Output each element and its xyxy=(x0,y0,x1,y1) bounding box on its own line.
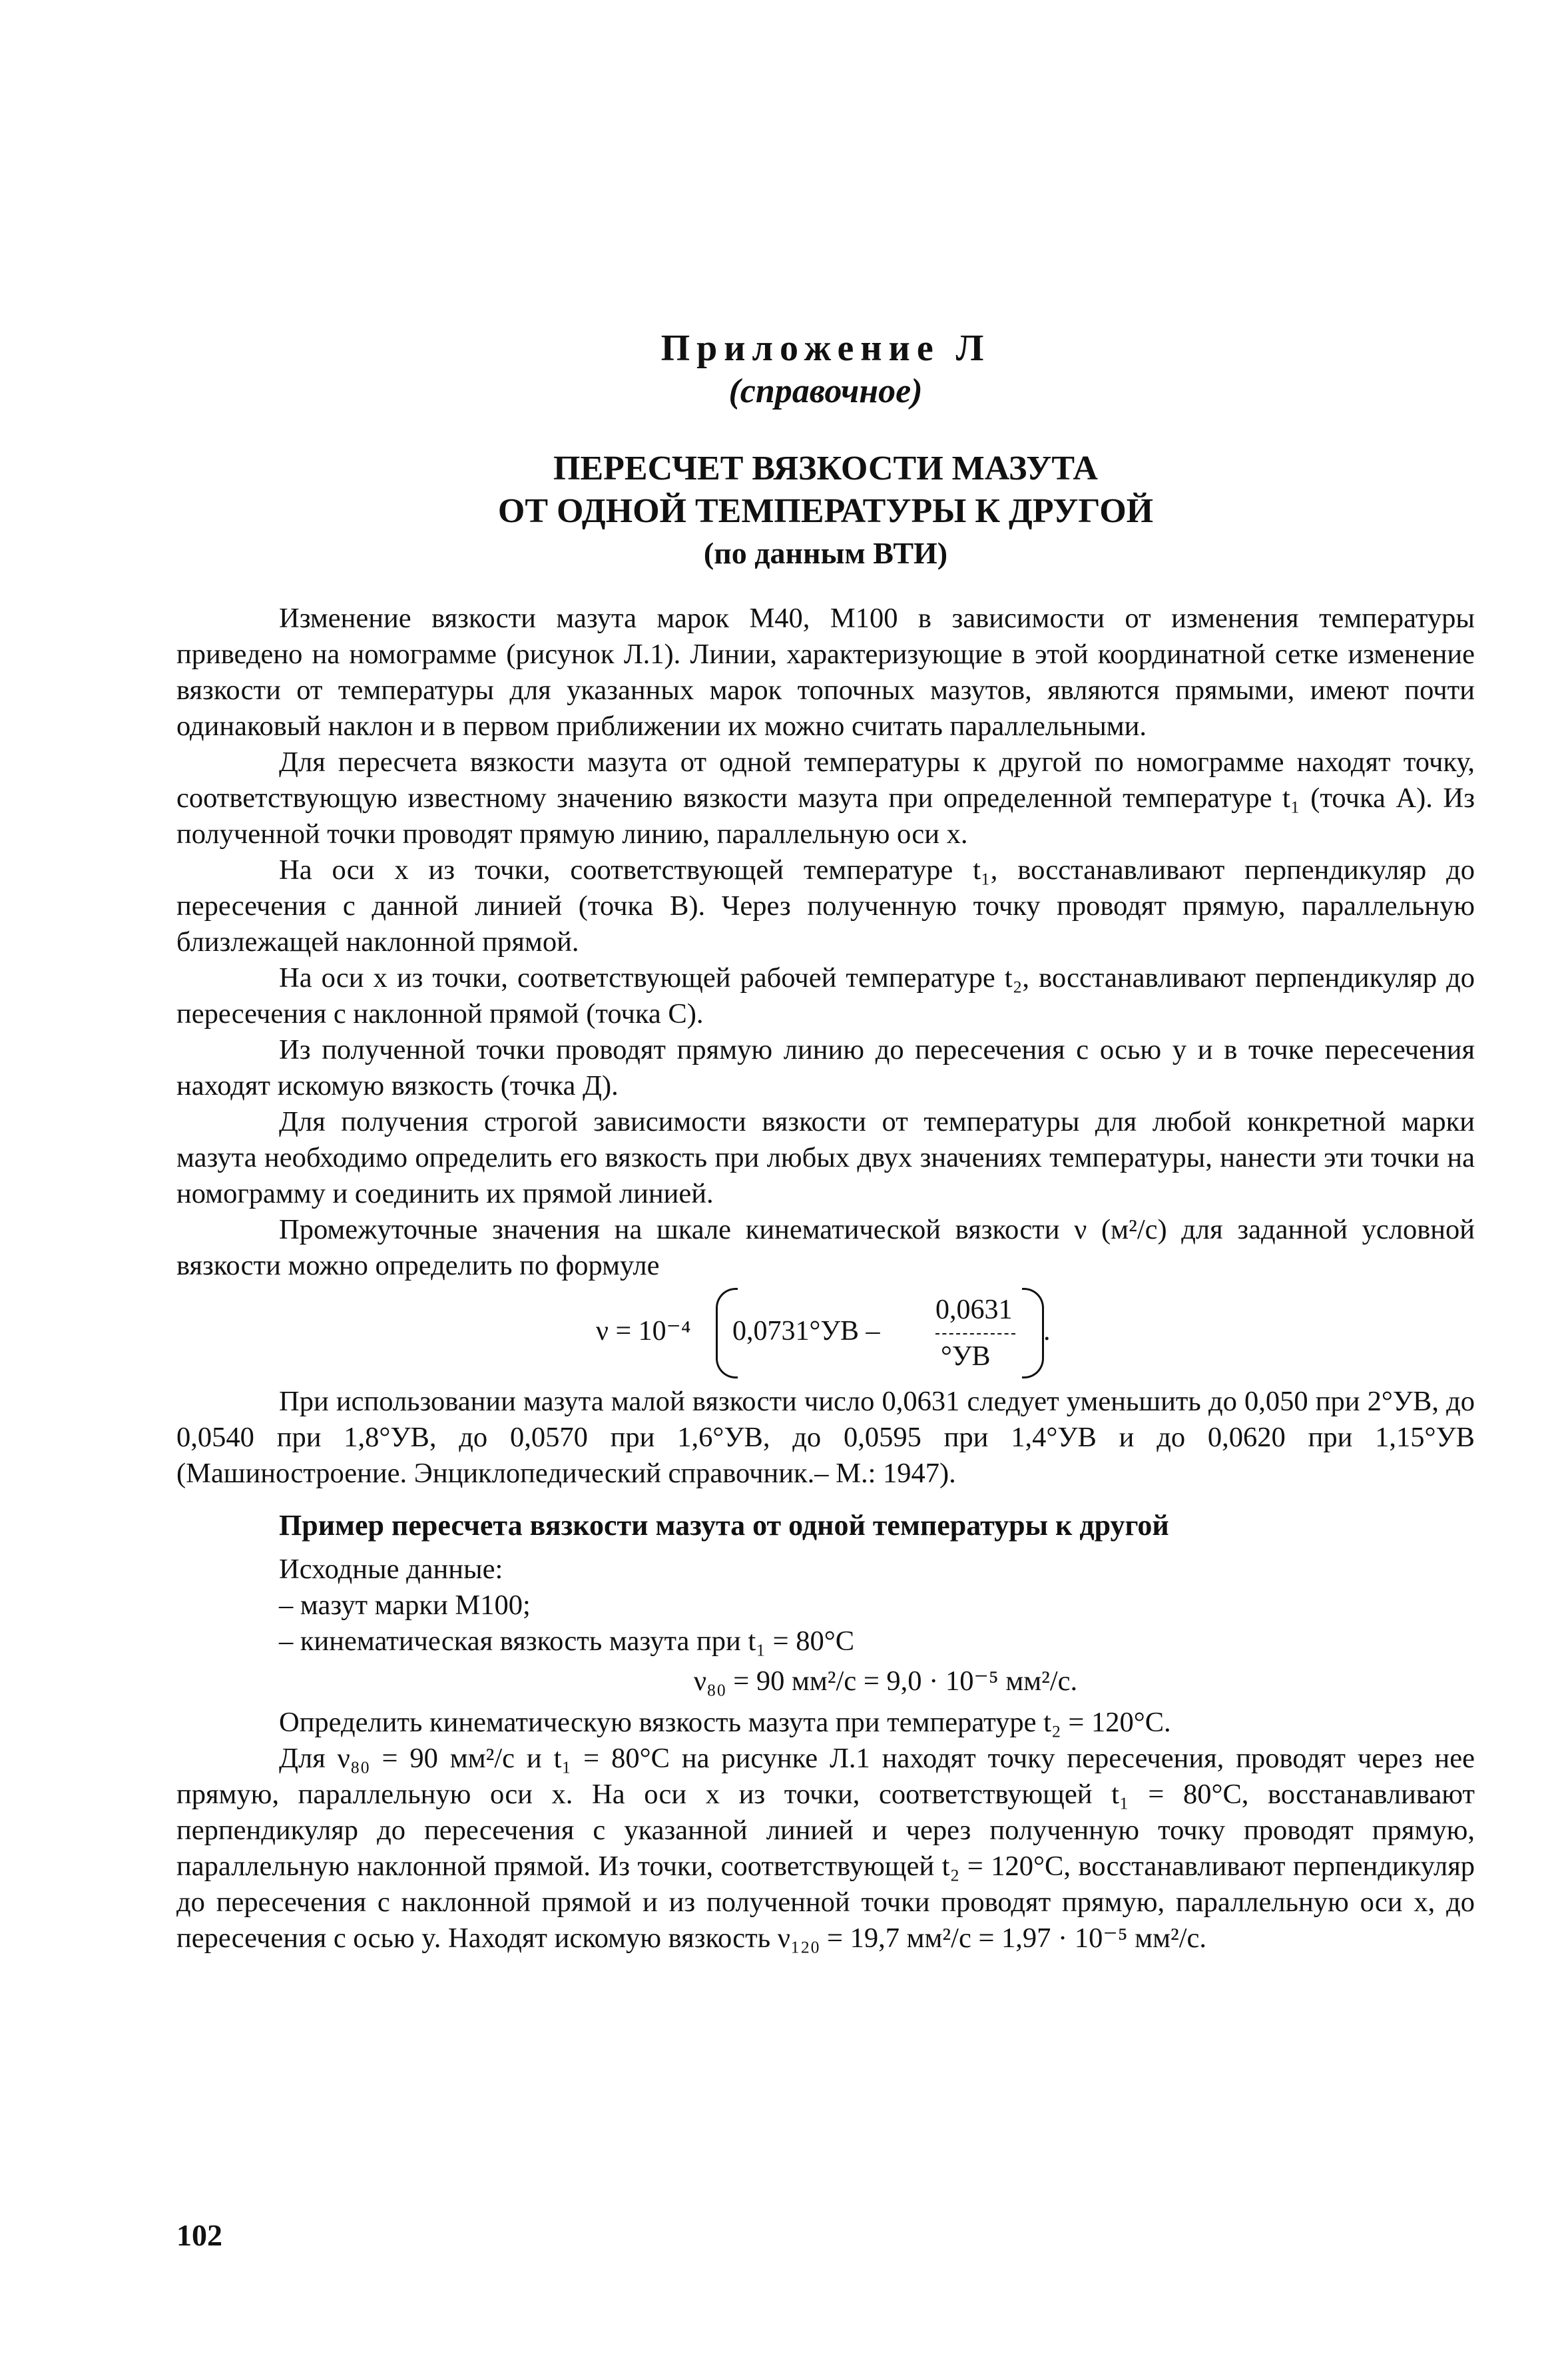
formula-denominator: °УВ xyxy=(941,1341,991,1372)
input-data-item: – мазут марки М100; xyxy=(279,1590,531,1621)
main-title-source: (по данным ВТИ) xyxy=(703,536,948,570)
paragraph: На оси x из точки, соответствующей рабочей температуре t₂, восстанавливают перпендикуляр до пересечения с наклонной прямой (точка С). xyxy=(176,962,1475,1030)
formula-fraction-line xyxy=(935,1333,1015,1335)
task-statement: Определить кинематическую вязкость мазута при температуре t₂ = 120°С. xyxy=(279,1707,1171,1738)
page-number: 102 xyxy=(176,2218,222,2252)
solution-text: Для ν₈₀ = 90 мм²/с и t₁ = 80°С на рисунке Л.1 находят точку пересечения, проводят через нее прямую, параллельную оси x. На оси x из точки, соответствующей t₁ = 80°С, восстанавливают перпендикуляр до пересечения с указанной линией и через полученную точку проводят прямую, параллельную наклонной прямой. Из точки, соответствующей t₂ = 120°С, восстанавливают перпендикуляр до пересечения с наклонной прямой и из полученной точки проводят прямую, параллельную оси x, до пересечения с осью y. Находят искомую вязкость ν₁₂₀ = 19,7 мм²/с = 1,97 · 10⁻⁵ мм²/с. xyxy=(176,1743,1475,1954)
paragraph: На оси x из точки, соответствующей температуре t₁, восстанавливают перпендикуляр до пересечения с данной линией (точка В). Через полученную точку проводят прямую, параллельную близлежащей наклонной прямой. xyxy=(176,854,1475,958)
formula-right-bracket xyxy=(1022,1288,1044,1378)
formula-lhs: ν = 10⁻⁴ xyxy=(596,1316,691,1346)
input-data-item: – кинематическая вязкость мазута при t₁ = 80°С xyxy=(279,1626,855,1657)
input-data-title: Исходные данные: xyxy=(279,1554,503,1585)
viscosity-formula xyxy=(176,1284,1475,1384)
paragraph: Изменение вязкости мазута марок М40, М100 в зависимости от изменения температуры приведено на номограмме (рисунок Л.1). Линии, характеризующие в этой координатной сетке изменение вязкости от температуры для указанных марок топочных мазутов, являются прямыми, имеют почти одинаковый наклон и в первом приближении их можно считать параллельными. xyxy=(176,603,1475,742)
paragraph: При использовании мазута малой вязкости число 0,0631 следует уменьшить до 0,050 при 2°УВ, до 0,0540 при 1,8°УВ, до 0,0570 при 1,6°УВ, до 0,0595 при 1,4°УВ и до 0,0620 при 1,15°УВ (Машиностроение. Энциклопедический справочник.– М.: 1947). xyxy=(176,1386,1475,1489)
main-title-line-1: ПЕРЕСЧЕТ ВЯЗКОСТИ МАЗУТА xyxy=(553,449,1098,487)
main-title-line-2: ОТ ОДНОЙ ТЕМПЕРАТУРЫ К ДРУГОЙ xyxy=(497,492,1154,530)
input-equation: ν₈₀ = 90 мм²/с = 9,0 · 10⁻⁵ мм²/с. xyxy=(693,1665,1078,1697)
formula-end: . xyxy=(1043,1316,1051,1346)
body-text xyxy=(176,601,1475,1956)
document-page xyxy=(176,326,1475,1956)
paragraph: Промежуточные значения на шкале кинематической вязкости ν (м²/с) для заданной условной вязкости можно определить по формуле xyxy=(176,1214,1475,1281)
formula-numerator: 0,0631 xyxy=(935,1295,1013,1325)
appendix-type: (справочное) xyxy=(728,372,923,410)
example-heading: Пример пересчета вязкости мазута от одной температуры к другой xyxy=(279,1509,1169,1542)
appendix-title: Приложение Л xyxy=(660,328,991,369)
paragraph: Из полученной точки проводят прямую линию до пересечения с осью y и в точке пересечения находят искомую вязкость (точка Д). xyxy=(176,1034,1475,1101)
formula-term: 0,0731°УВ – xyxy=(732,1316,880,1346)
paragraph: Для получения строгой зависимости вязкости от температуры для любой конкретной марки мазута необходимо определить его вязкость при любых двух значениях температуры, нанести эти точки на номограмму и соединить их прямой линией. xyxy=(176,1106,1475,1209)
paragraph: Для пересчета вязкости мазута от одной температуры к другой по номограмме находят точку, соответствующую известному значению вязкости мазута при определенной температуре t₁ (точка А). Из полученной точки проводят прямую линию, параллельную оси x. xyxy=(176,746,1475,850)
